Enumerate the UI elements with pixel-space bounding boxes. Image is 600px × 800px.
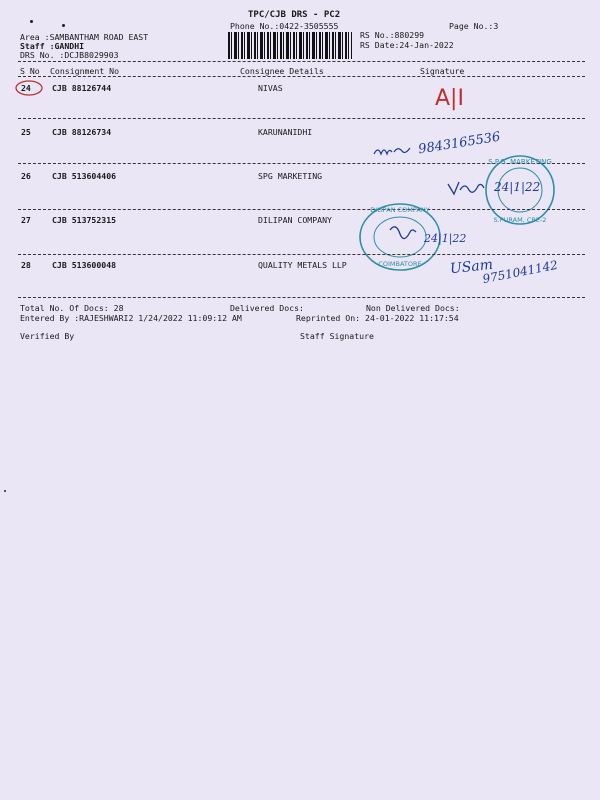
row-sno: 25	[21, 127, 31, 137]
page-number: Page No.:3	[449, 21, 499, 31]
handwritten-date: 24|1|22	[424, 232, 467, 245]
row-consignment: CJB 513600048	[52, 260, 117, 270]
divider	[18, 76, 585, 77]
row-consignee: NIVAS	[258, 83, 283, 93]
row-consignee: SPG MARKETING	[258, 171, 323, 181]
handwritten-name: USam	[449, 256, 494, 278]
staff-label: Staff :GANDHI	[20, 41, 85, 51]
divider	[18, 254, 585, 255]
row-sno: 27	[21, 215, 31, 225]
divider	[18, 61, 585, 62]
row-consignment: CJB 513604406	[52, 171, 117, 181]
mark-dot	[62, 24, 65, 27]
divider	[18, 209, 585, 210]
handwritten-date: 24|1|22	[494, 180, 541, 194]
rs-date: RS Date:24-Jan-2022	[360, 40, 454, 50]
delivered-docs: Delivered Docs:	[230, 303, 304, 313]
column-header-consignment: Consignment No	[50, 66, 120, 76]
staff-signature: Staff Signature	[300, 331, 374, 341]
rs-number: RS No.:880299	[360, 30, 425, 40]
row-consignee: QUALITY METALS LLP	[258, 260, 347, 270]
drs-number: DRS No. :DCJB8029903	[20, 50, 119, 60]
row-consignment: CJB 88126744	[52, 83, 112, 93]
divider	[18, 118, 585, 119]
handwritten-phone: 9843165536	[417, 129, 502, 158]
column-header-consignee: Consignee Details	[240, 66, 324, 76]
handwritten-signature	[372, 140, 416, 160]
svg-text:S.P.G. MARKETING: S.P.G. MARKETING	[488, 158, 552, 166]
reprinted-on: Reprinted On: 24-01-2022 11:17:54	[296, 313, 459, 323]
document-title: TPC/CJB DRS - PC2	[248, 10, 341, 20]
area-label: Area :SAMBANTHAM ROAD EAST	[20, 32, 149, 42]
handwritten-signature	[446, 178, 486, 200]
svg-text:S.PURAM, CBE-2: S.PURAM, CBE-2	[493, 216, 547, 224]
divider	[18, 297, 585, 298]
svg-text:DILIPAN COMPANY: DILIPAN COMPANY	[370, 206, 430, 214]
phone-number: Phone No.:0422-3505555	[230, 21, 339, 31]
mark-dot	[30, 20, 33, 23]
red-circle-mark	[14, 79, 44, 97]
barcode-image	[228, 32, 352, 59]
row-sno: 28	[21, 260, 31, 270]
verified-by: Verified By	[20, 331, 75, 341]
row-sno: 26	[21, 171, 31, 181]
handwritten-phone: 9751041142	[481, 257, 559, 287]
column-header-sno: S No	[20, 66, 40, 76]
column-header-signature: Signature	[420, 66, 465, 76]
total-docs: Total No. Of Docs: 28	[20, 303, 124, 313]
handwritten-mark: A|I	[435, 86, 464, 111]
row-consignee: DILIPAN COMPANY	[258, 215, 332, 225]
svg-text:COIMBATORE: COIMBATORE	[378, 260, 422, 268]
entered-by: Entered By :RAJESHWARI2 1/24/2022 11:09:12 AM	[20, 313, 242, 323]
mark-dot	[4, 490, 6, 492]
non-delivered-docs: Non Delivered Docs:	[366, 303, 460, 313]
row-consignment: CJB 513752315	[52, 215, 117, 225]
row-sno: 24	[21, 83, 31, 93]
row-consignment: CJB 88126734	[52, 127, 112, 137]
row-consignee: KARUNANIDHI	[258, 127, 313, 137]
